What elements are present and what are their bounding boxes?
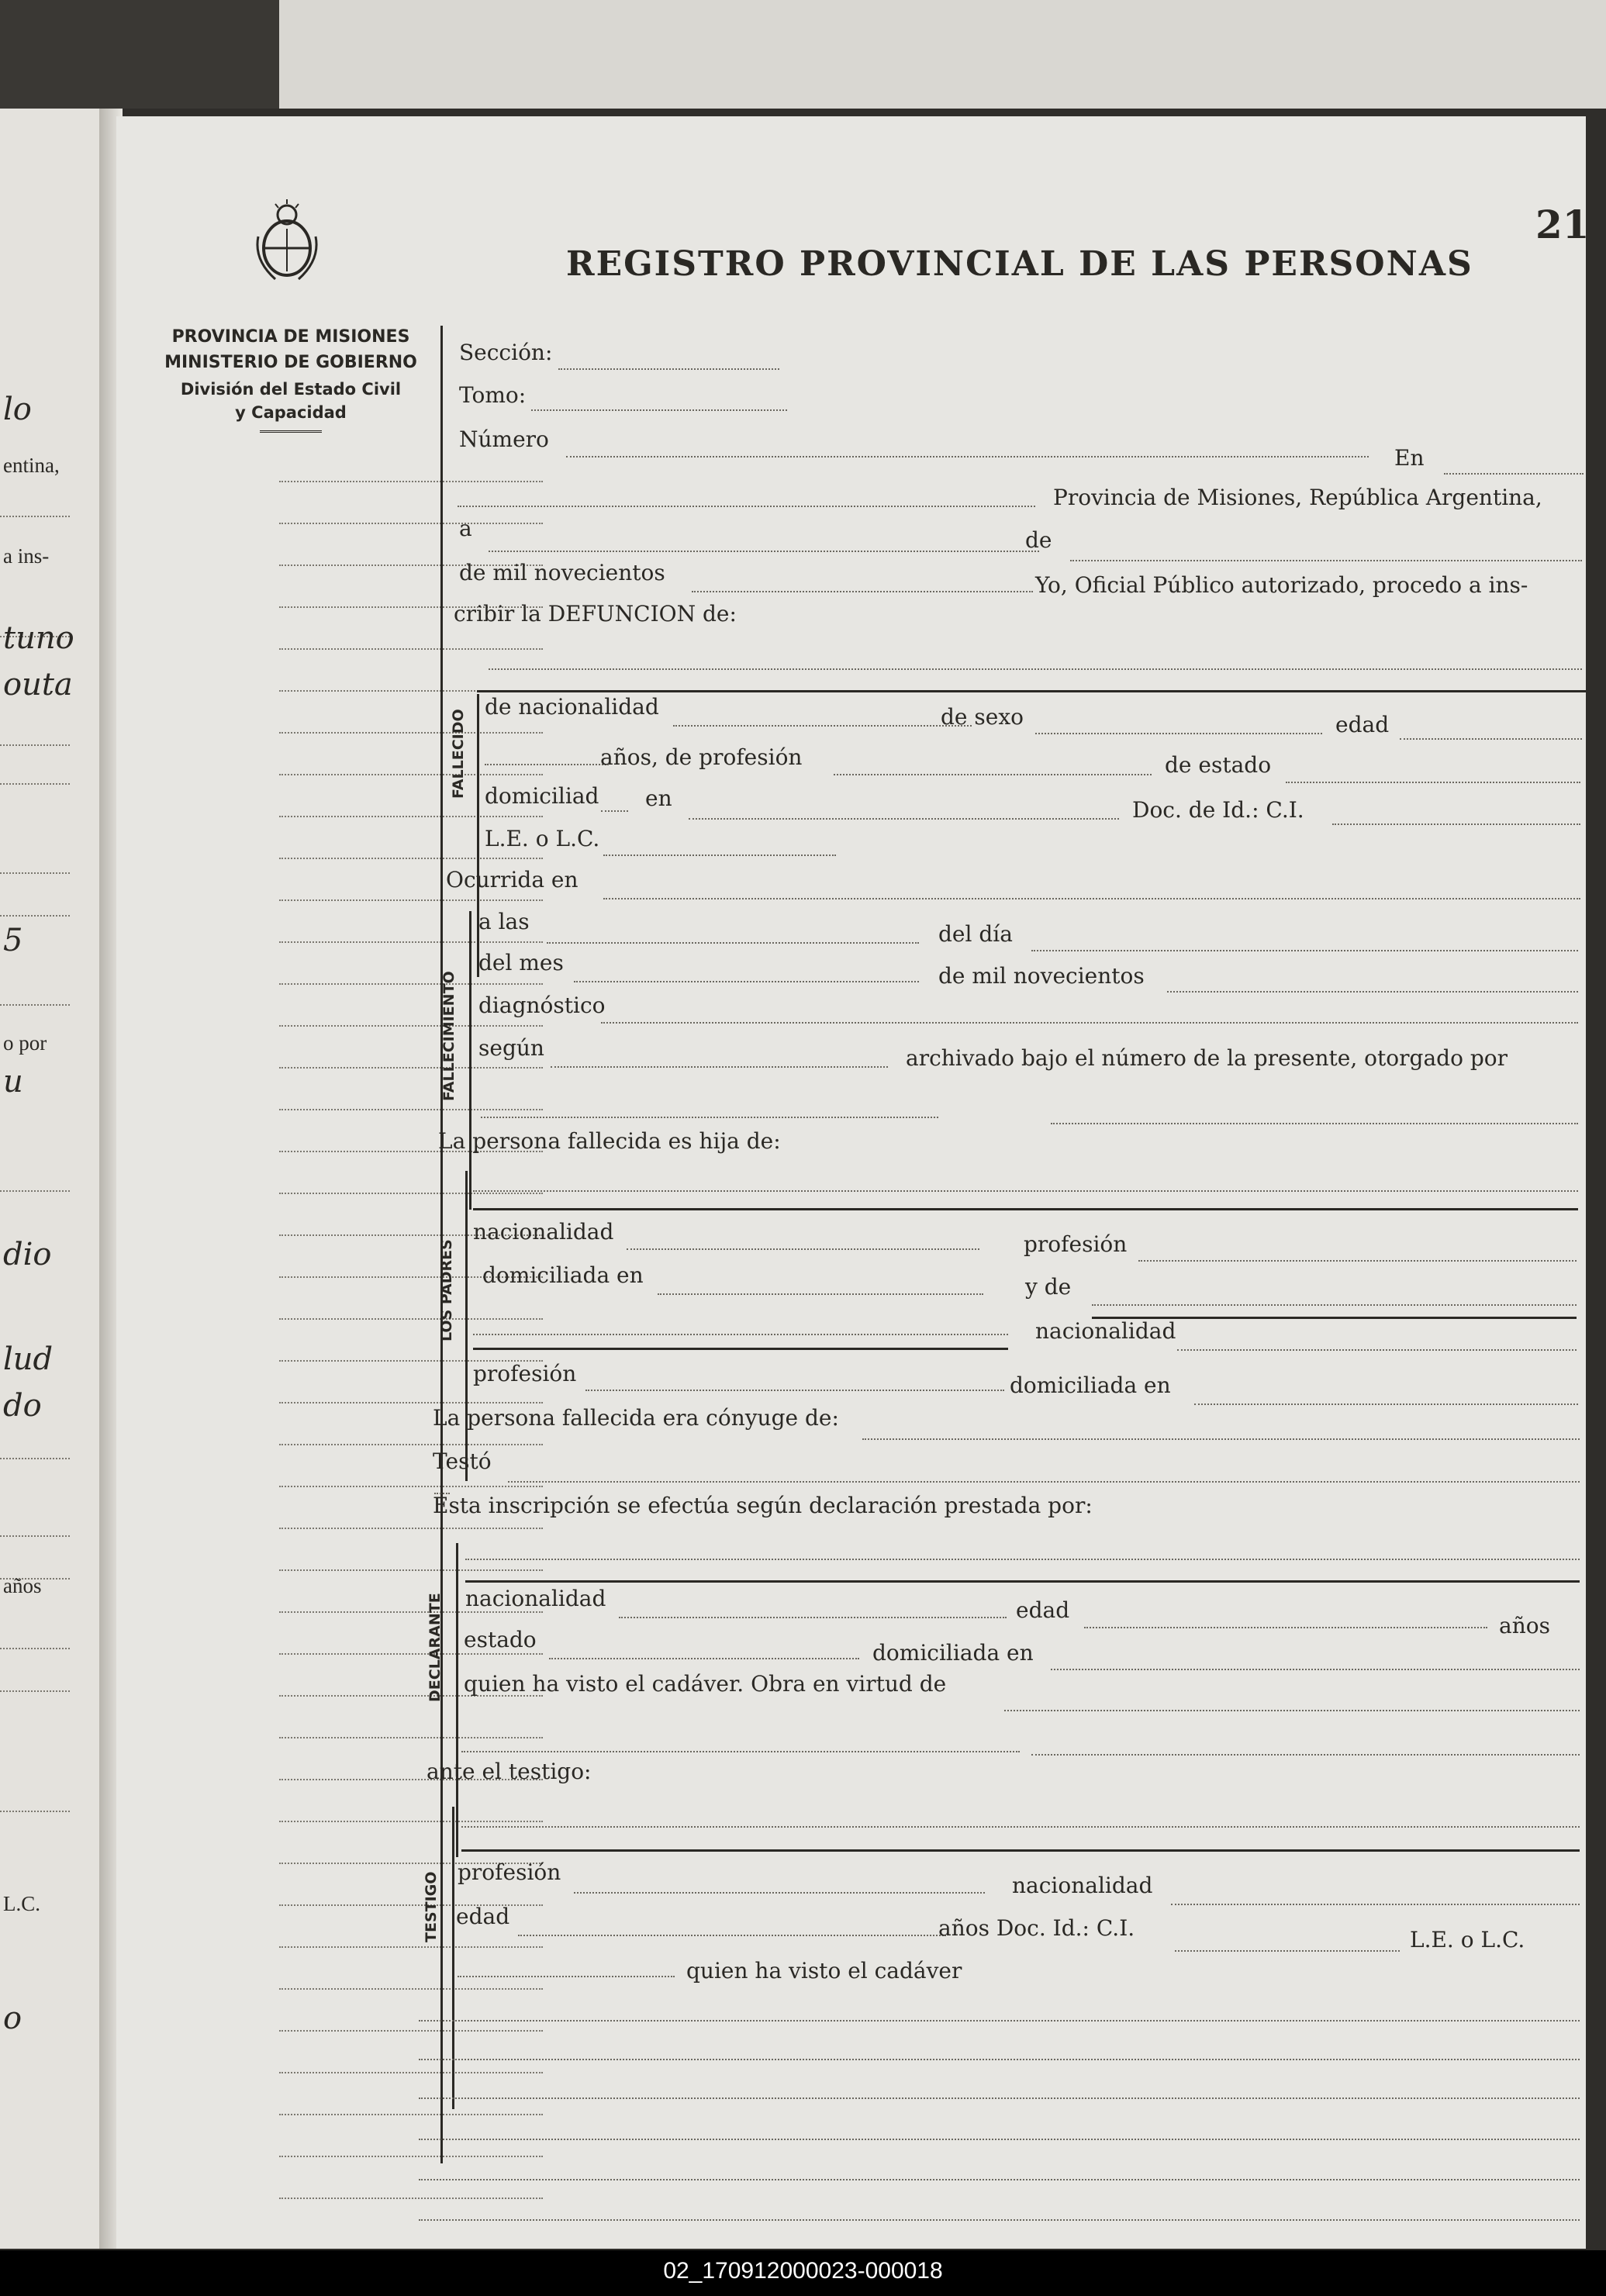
estado-field[interactable] <box>549 1658 859 1659</box>
section-bar <box>465 1171 468 1481</box>
edad-label: edad <box>1335 712 1390 737</box>
margin-line[interactable] <box>279 983 543 985</box>
segun-field[interactable] <box>551 1066 888 1068</box>
margin-line[interactable] <box>279 2198 543 2199</box>
seccion-field[interactable] <box>558 368 779 370</box>
handwriting: do <box>3 1388 42 1424</box>
margin-line[interactable] <box>279 523 543 524</box>
oficial-text: Yo, Oficial Público autorizado, procedo a ins- <box>1035 572 1528 598</box>
domiciliad-suffix-field[interactable] <box>601 810 628 812</box>
segun-label: según <box>478 1035 544 1061</box>
margin-line[interactable] <box>279 899 543 901</box>
doc-label: Doc. de Id.: C.I. <box>1132 797 1304 823</box>
footer-bar <box>0 2250 1606 2296</box>
margin-line[interactable] <box>279 2030 543 2032</box>
margin-line[interactable] <box>279 774 543 775</box>
section-rule <box>477 690 1586 692</box>
y-de-label: y de <box>1025 1274 1072 1300</box>
notes-line[interactable] <box>419 2139 1580 2140</box>
virtud-field-3[interactable] <box>1031 1754 1580 1756</box>
numero-label: Número <box>459 426 549 452</box>
profesion-field[interactable] <box>574 1892 985 1894</box>
le-lc-field[interactable] <box>603 855 836 856</box>
del-dia-field[interactable] <box>1031 950 1578 951</box>
domiciliada-label: domiciliada en <box>872 1640 1034 1666</box>
section-bar <box>469 911 471 1210</box>
domiciliad-label: domiciliad <box>485 783 599 809</box>
archivado-text: archivado bajo el número de la presente, otorgado por <box>906 1045 1508 1071</box>
conyuge-label: La persona fallecida era cónyuge de: <box>433 1405 839 1431</box>
profesion-field[interactable] <box>834 774 1152 775</box>
handwriting: 5 <box>3 923 23 958</box>
year-field[interactable] <box>692 591 1033 592</box>
margin-line[interactable] <box>279 816 543 817</box>
nacionalidad2-label: nacionalidad <box>1035 1318 1176 1344</box>
en-field[interactable] <box>1444 473 1584 475</box>
margin-line[interactable] <box>279 858 543 859</box>
estado-label: de estado <box>1165 752 1272 778</box>
left-page-text: entina, <box>3 454 60 477</box>
del-dia-label: del día <box>938 921 1013 947</box>
image-id: 02_170912000023-000018 <box>663 2258 943 2284</box>
margin-line[interactable] <box>279 1611 543 1613</box>
virtud-field[interactable] <box>1004 1710 1580 1711</box>
a-field[interactable] <box>489 551 1039 552</box>
division-heading: División del Estado Civil <box>180 380 402 399</box>
le-lc-label: L.E. o L.C. <box>485 826 600 851</box>
anos-doc-label: años Doc. Id.: C.I. <box>938 1915 1135 1941</box>
handwriting: o <box>3 2001 22 2036</box>
sexo-label: de sexo <box>941 704 1024 730</box>
nacionalidad-field[interactable] <box>673 725 972 727</box>
page-number: 21 <box>1535 202 1590 247</box>
nacionalidad-label: nacionalidad <box>465 1586 606 1611</box>
fallecido-name-field[interactable] <box>489 668 1582 670</box>
otorgado-field[interactable] <box>481 1117 938 1118</box>
margin-line[interactable] <box>279 1528 543 1529</box>
nacionalidad-label: nacionalidad <box>1012 1873 1153 1898</box>
notes-line[interactable] <box>419 2059 1580 2060</box>
testigo-label: TESTIGO <box>423 1871 440 1942</box>
testigo-extra-field[interactable] <box>458 1976 675 1977</box>
handwriting: lo <box>3 392 32 427</box>
le-lc-label: L.E. o L.C. <box>1410 1927 1525 1952</box>
quien-text: quien ha visto el cadáver <box>686 1958 962 1984</box>
sexo-field[interactable] <box>1035 733 1322 734</box>
notes-line[interactable] <box>419 2219 1580 2221</box>
testigo-name-field[interactable] <box>461 1826 1580 1828</box>
heading-rule <box>260 430 322 433</box>
fallecido-label: FALLECIDO <box>450 709 467 799</box>
margin-line[interactable] <box>279 1193 543 1194</box>
left-page-text: L.C. <box>3 1892 41 1915</box>
margin-line[interactable] <box>279 732 543 734</box>
edad-field[interactable] <box>1400 738 1582 740</box>
margin-line[interactable] <box>279 1402 543 1403</box>
padres-label: LOS PADRES <box>438 1239 455 1341</box>
margin-line[interactable] <box>279 2156 543 2157</box>
domicilio-field[interactable] <box>658 1293 983 1295</box>
anos-field[interactable] <box>485 764 609 765</box>
year-field[interactable] <box>1167 991 1578 993</box>
margin-line[interactable] <box>279 1444 543 1445</box>
left-page-text: años <box>3 1574 42 1597</box>
top-margin <box>0 0 1606 109</box>
margin-line[interactable] <box>279 941 543 943</box>
del-mes-label: del mes <box>478 950 564 975</box>
margin-line[interactable] <box>279 1946 543 1948</box>
domicilio2-field[interactable] <box>1194 1403 1578 1405</box>
edad-label: edad <box>1016 1597 1070 1623</box>
del-mes-field[interactable] <box>574 981 919 982</box>
left-page-text: a ins- <box>3 544 50 568</box>
estado-label: estado <box>464 1627 537 1652</box>
mil-novecientos-label: de mil novecientos <box>459 560 665 585</box>
hija-de-label: La persona fallecida es hija de: <box>438 1128 781 1154</box>
left-page-fragment <box>0 109 112 2249</box>
diagnostico-field[interactable] <box>601 1022 1578 1024</box>
province-heading: PROVINCIA DE MISIONES <box>171 327 410 347</box>
seccion-label: Sección: <box>459 340 553 365</box>
form-page <box>116 116 1590 2249</box>
book-cover-edge <box>0 0 279 109</box>
section-bar <box>456 1543 458 1857</box>
de-field[interactable] <box>1070 560 1582 561</box>
doc-field[interactable] <box>1175 1950 1400 1952</box>
mil-novecientos-label: de mil novecientos <box>938 963 1145 989</box>
testo-field[interactable] <box>508 1481 1580 1483</box>
notes-line[interactable] <box>419 2179 1580 2180</box>
margin-line[interactable] <box>279 2072 543 2073</box>
profesion-label: profesión <box>1024 1231 1128 1257</box>
nacionalidad-field[interactable] <box>619 1617 1007 1618</box>
notes-line[interactable] <box>419 2020 1580 2022</box>
declarante-name-field[interactable] <box>465 1559 1580 1560</box>
nacionalidad-field[interactable] <box>1171 1904 1580 1905</box>
declarante-label: DECLARANTE <box>427 1593 444 1702</box>
madre-name-field-2[interactable] <box>473 1334 1008 1335</box>
nacionalidad-field[interactable] <box>627 1248 979 1250</box>
domicilio-field[interactable] <box>689 818 1119 820</box>
tomo-label: Tomo: <box>459 382 527 408</box>
a-las-field[interactable] <box>547 942 919 944</box>
edad-field[interactable] <box>518 1935 946 1936</box>
conyuge-field[interactable] <box>862 1438 1580 1440</box>
margin-line[interactable] <box>279 2114 543 2115</box>
profesion2-field[interactable] <box>585 1390 1004 1391</box>
domiciliada-label: domiciliada en <box>482 1262 644 1288</box>
a-label: a <box>459 516 472 541</box>
doc-field[interactable] <box>1332 823 1580 825</box>
margin-line[interactable] <box>279 481 543 482</box>
margin-line[interactable] <box>279 1737 543 1738</box>
a-las-label: a las <box>478 909 530 934</box>
margin-line[interactable] <box>279 1109 543 1110</box>
margin-line[interactable] <box>279 1025 543 1027</box>
section-rule <box>461 1849 1580 1852</box>
virtud-field-2[interactable] <box>461 1751 1020 1752</box>
inscribir-text: cribir la DEFUNCION de: <box>454 601 737 627</box>
handwriting: tuno <box>3 620 74 656</box>
padre-name-field[interactable] <box>473 1190 1578 1192</box>
fallecimiento-label: FALLECIMIENTO <box>440 971 458 1101</box>
section-bar <box>477 694 479 977</box>
profesion2-label: profesión <box>473 1361 577 1386</box>
ocurrida-field[interactable] <box>603 898 1580 899</box>
margin-line[interactable] <box>279 1569 543 1571</box>
ante-testigo-label: ante el testigo: <box>427 1759 592 1784</box>
margin-line[interactable] <box>279 1318 543 1320</box>
anos-label: años <box>1499 1613 1550 1638</box>
nacionalidad-label: nacionalidad <box>473 1219 614 1245</box>
madre-name-field[interactable] <box>1092 1304 1577 1306</box>
profesion-field[interactable] <box>1138 1260 1577 1262</box>
provincia-field[interactable] <box>458 506 1035 507</box>
section-rule <box>473 1208 1578 1210</box>
handwriting: outa <box>3 667 73 703</box>
ministry-heading: MINISTERIO DE GOBIERNO <box>164 353 417 372</box>
domicilio-field[interactable] <box>1051 1669 1580 1670</box>
testo-label: Testó <box>433 1448 492 1474</box>
edad-label: edad <box>456 1904 510 1929</box>
nacionalidad-label: de nacionalidad <box>485 694 659 720</box>
de-label: de <box>1025 527 1052 553</box>
margin-line[interactable] <box>279 1821 543 1822</box>
handwriting: u <box>3 1064 23 1100</box>
tomo-field[interactable] <box>531 409 787 411</box>
page-title: REGISTRO PROVINCIAL DE LAS PERSONAS <box>566 244 1473 284</box>
margin-line[interactable] <box>279 1653 543 1655</box>
quien-text: quien ha visto el cadáver. Obra en virtud de <box>464 1671 947 1697</box>
nacionalidad2-field[interactable] <box>1177 1349 1577 1351</box>
provincia-text: Provincia de Misiones, República Argentina, <box>1053 485 1542 510</box>
coat-of-arms-icon <box>252 198 322 283</box>
margin-line[interactable] <box>279 1988 543 1990</box>
margin-line[interactable] <box>279 648 543 650</box>
left-page-text: o por <box>3 1031 47 1055</box>
domiciliada2-label: domiciliada en <box>1010 1372 1171 1398</box>
otorgado-field-2[interactable] <box>1051 1123 1578 1124</box>
section-bar <box>452 1807 454 2109</box>
ocurrida-label: Ocurrida en <box>446 867 579 893</box>
numero-field[interactable] <box>566 456 1369 457</box>
estado-field[interactable] <box>1286 782 1580 783</box>
margin-line[interactable] <box>279 1067 543 1069</box>
capacity-heading: y Capacidad <box>235 403 347 422</box>
section-rule <box>473 1348 1008 1350</box>
profesion-label: profesión <box>458 1859 561 1885</box>
section-rule <box>465 1580 1580 1583</box>
margin-line[interactable] <box>279 1486 543 1487</box>
diagnostico-label: diagnóstico <box>478 993 606 1018</box>
handwriting: lud <box>3 1341 54 1377</box>
edad-field[interactable] <box>1084 1627 1487 1628</box>
en-label: En <box>1394 445 1425 471</box>
en-label: en <box>645 785 672 811</box>
anos-profesion-label: años, de profesión <box>600 744 803 770</box>
inscripcion-label: Esta inscripción se efectúa según declaración prestada por: <box>433 1493 1093 1518</box>
handwriting: dio <box>3 1237 52 1272</box>
notes-line[interactable] <box>419 2097 1580 2099</box>
